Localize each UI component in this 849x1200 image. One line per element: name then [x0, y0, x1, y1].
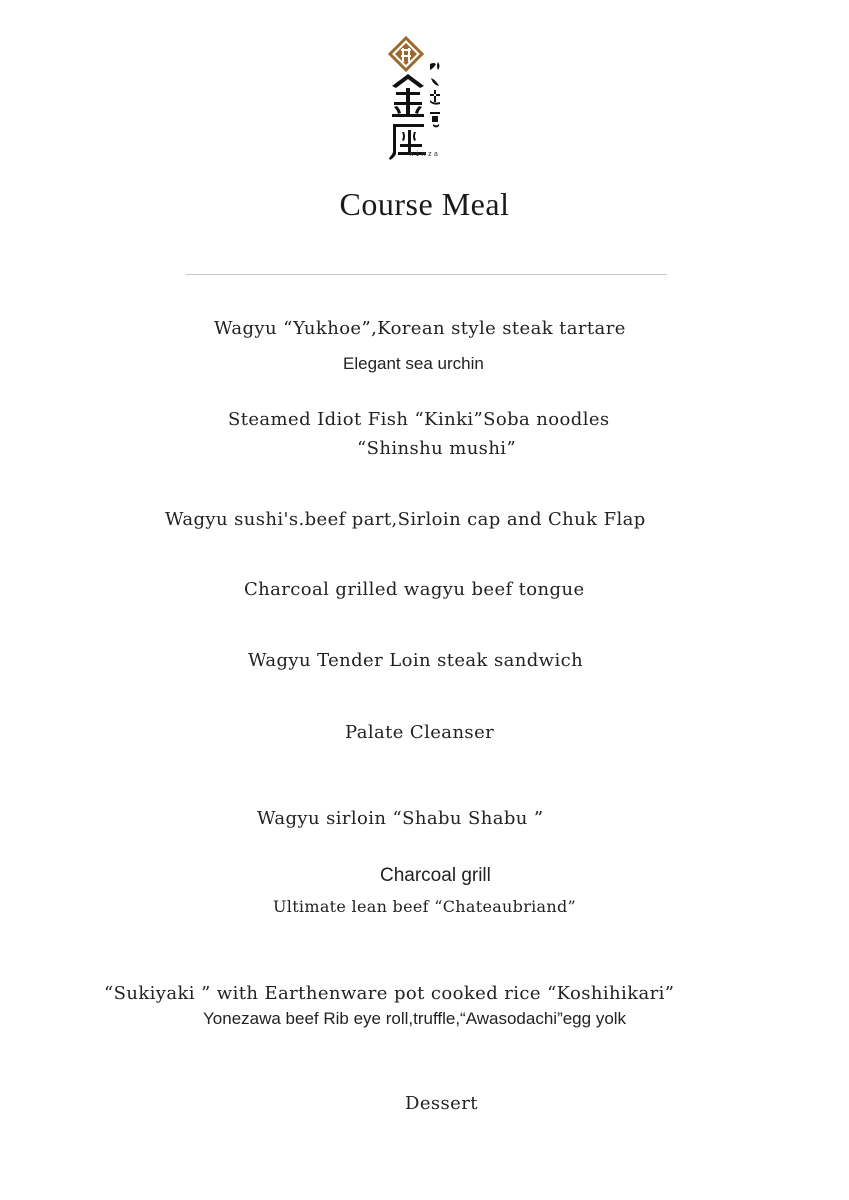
course-5-main: Wagyu Tender Loin steak sandwich — [248, 650, 584, 671]
course-6-main: Palate Cleanser — [345, 722, 495, 743]
course-2-main: Steamed Idiot Fish “Kinki”Soba noodles — [228, 409, 610, 430]
course-7-main: Wagyu sirloin “Shabu Shabu ” — [257, 808, 544, 829]
course-10-main: Dessert — [405, 1093, 478, 1114]
logo-romaji: kinza — [408, 150, 441, 158]
course-2-sub: “Shinshu mushi” — [357, 438, 517, 459]
course-4-main: Charcoal grilled wagyu beef tongue — [244, 579, 585, 600]
kinza-logo — [386, 34, 462, 162]
course-3-main: Wagyu sushi's.beef part,Sirloin cap and Chuk Flap — [165, 509, 646, 530]
course-1-sub: Elegant sea urchin — [343, 354, 484, 373]
course-1-main: Wagyu “Yukhoe”,Korean style steak tartare — [214, 318, 626, 339]
page-title: Course Meal — [339, 186, 510, 222]
course-8-main: Charcoal grill — [380, 865, 491, 886]
course-9-main: “Sukiyaki ” with Earthenware pot cooked rice “Koshihikari” — [104, 983, 675, 1004]
title-divider — [186, 274, 667, 275]
crest-icon — [390, 38, 422, 70]
calligraphy-glyphs — [389, 62, 440, 160]
course-8-sub: Ultimate lean beef “Chateaubriand” — [273, 897, 577, 916]
course-9-sub: Yonezawa beef Rib eye roll,truffle,“Awasodachi”egg yolk — [203, 1009, 627, 1028]
